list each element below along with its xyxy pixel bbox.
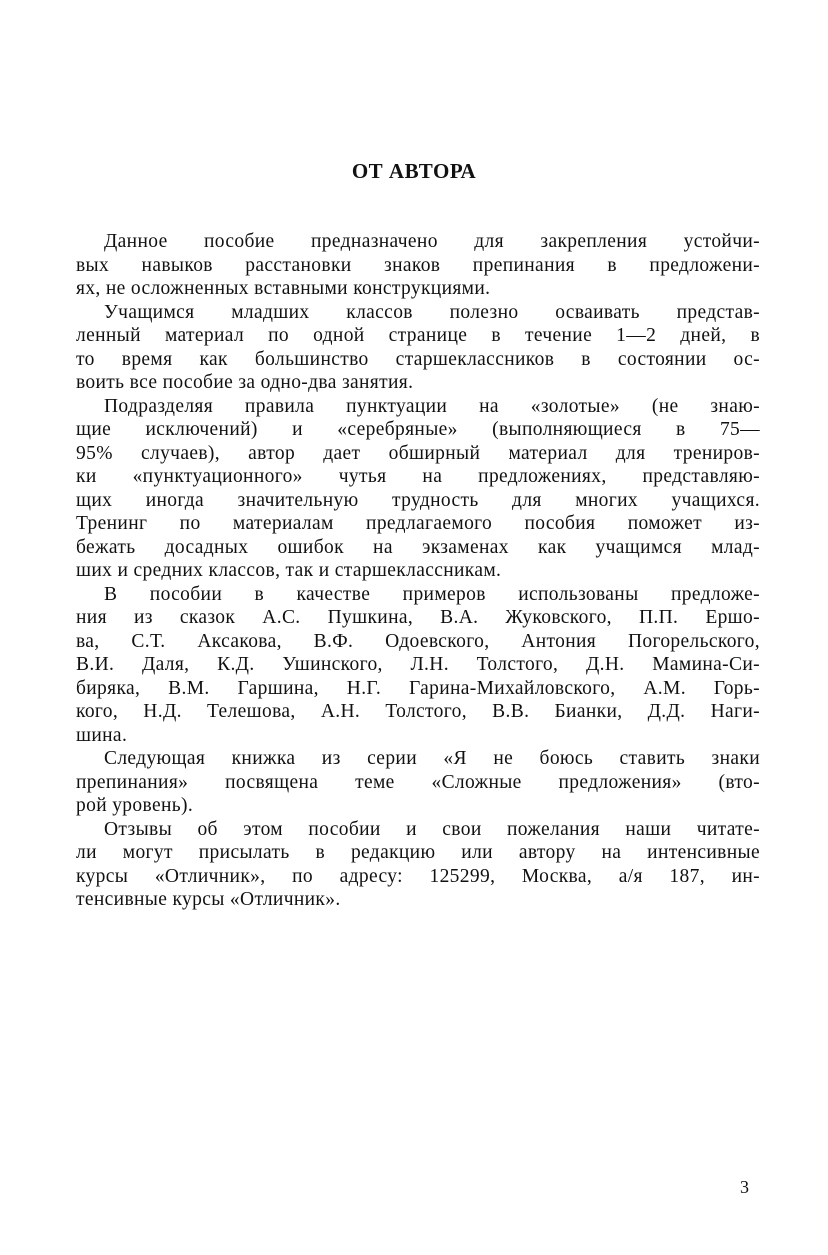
paragraph (76, 583, 760, 748)
text-line: шина. (76, 724, 128, 746)
text-line: щих иногда значительную трудность для многих учащихся. (76, 489, 760, 511)
text-line: биряка, В.М. Гаршина, Н.Г. Гарина-Михайловского, А.М. Горь- (76, 677, 760, 699)
text-line: Следующая книжка из серии «Я не боюсь ставить знаки (104, 748, 760, 769)
text-line: ки «пунктуационного» чутья на предложениях, представляю- (76, 466, 760, 487)
paragraph (76, 230, 760, 301)
text-line: тенсивные курсы «Отличник». (76, 889, 341, 910)
text-line: воить все пособие за одно-два занятия. (76, 372, 414, 393)
text-line: то время как большинство старшеклассников в состоянии ос- (76, 348, 760, 370)
text-line: Учащимся младших классов полезно осваивать представ- (104, 301, 760, 323)
text-line: ях, не осложненных вставными конструкциями. (76, 278, 491, 299)
text-line: ния из сказок А.С. Пушкина, В.А. Жуковского, П.П. Ершо- (76, 607, 760, 628)
text-line: ли могут присылать в редакцию или автору на интенсивные (76, 842, 760, 863)
text-line: 95% случаев), автор дает обширный материал для трениров- (76, 442, 760, 464)
page-number: 3 (740, 1177, 749, 1197)
text-line: В пособии в качестве примеров использованы предложе- (104, 583, 760, 605)
paragraph (76, 301, 760, 395)
paragraph (76, 747, 760, 818)
text-line: ших и средних классов, так и старшеклассникам. (76, 560, 502, 581)
text-line: вых навыков расстановки знаков препинания в предложени- (76, 254, 760, 276)
paragraph (76, 818, 760, 912)
text-line: Данное пособие предназначено для закрепления устойчи- (104, 231, 760, 252)
text-line: Подразделяя правила пунктуации на «золотые» (не знаю- (104, 395, 760, 417)
text-line: В.И. Даля, К.Д. Ушинского, Л.Н. Толстого, Д.Н. Мамина-Си- (76, 654, 760, 675)
text-line: курсы «Отличник», по адресу: 125299, Москва, а/я 187, ин- (76, 865, 760, 887)
text-line: кого, Н.Д. Телешова, А.Н. Толстого, В.В. Бианки, Д.Д. Наги- (76, 701, 760, 722)
text-line: ленный материал по одной странице в течение 1—2 дней, в (76, 325, 760, 346)
text-line: рой уровень). (76, 795, 194, 816)
body-text (76, 230, 760, 912)
text-line: щие исключений) и «серебряные» (выполняющиеся в 75— (76, 419, 760, 440)
text-line: Отзывы об этом пособии и свои пожелания наши читате- (104, 818, 760, 840)
text-line: Тренинг по материалам предлагаемого пособия поможет из- (76, 513, 760, 534)
text-line: препинания» посвящена теме «Сложные предложения» (вто- (76, 771, 760, 793)
paragraph (76, 395, 760, 583)
text-line: ва, С.Т. Аксакова, В.Ф. Одоевского, Антония Погорельского, (76, 630, 760, 652)
text-line: бежать досадных ошибок на экзаменах как учащимся млад- (76, 536, 760, 558)
page-title: ОТ АВТОРА (351, 159, 477, 183)
